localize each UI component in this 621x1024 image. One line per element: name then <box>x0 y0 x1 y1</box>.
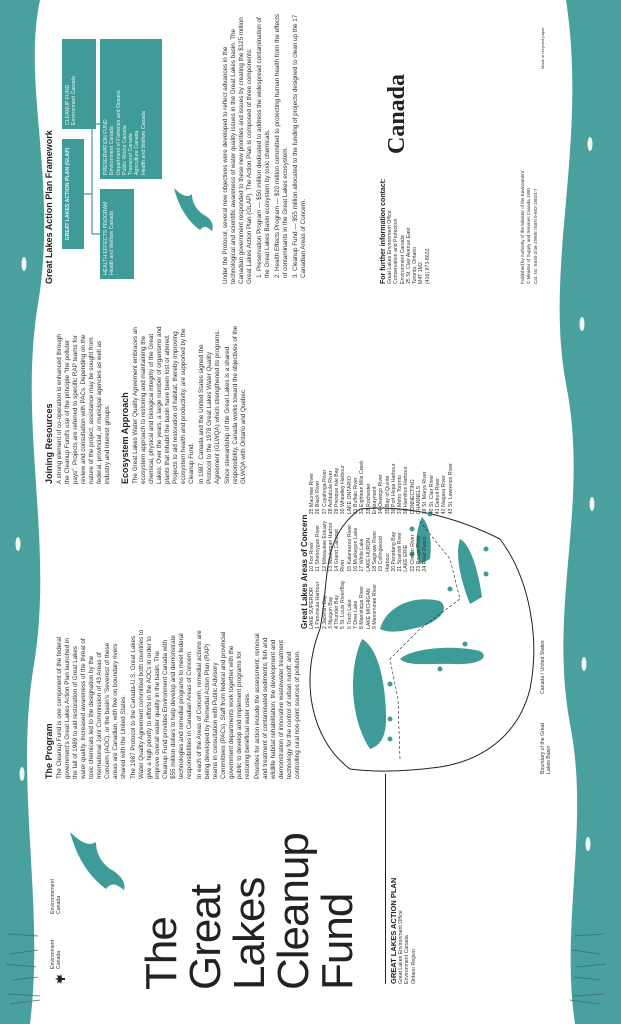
aoc-item: 12 Milwaukee Estuary <box>321 520 328 572</box>
office-line-2: Environment Canada <box>404 935 411 984</box>
health-box: HEALTH EFFECTS PROGRAM Health and Welfare Canada <box>100 189 134 279</box>
title-line-5: Fund <box>313 893 362 990</box>
dept-label-fr: Environnement Canada <box>50 879 63 914</box>
aoc-item: 4 Thunder Bay <box>334 595 341 629</box>
aoc-item: 25 Maumee River <box>309 473 315 515</box>
aoc-item: 23 Rouge River <box>416 535 423 572</box>
aoc-item: 8 Manistique River <box>359 586 366 629</box>
title-line-1: The <box>137 917 186 990</box>
aoc-item: LAKE HURON <box>365 537 372 572</box>
aoc-item: 39 St. Marys River <box>422 471 429 515</box>
framework-connectors <box>84 34 104 284</box>
ecosystem-p1: The Great Lakes Water Quality Agreement embraces an ecosystem approach to restoring and maintaining the chemical, physical and biological integrity of the Great Lakes. Over the years, a large number of organisms and plants that inhabit the basin have been lost or altered. Projects to aid restoration of habitat, thereby improving ecosystem health and productivity, are supported by the Cleanup Fund. <box>132 326 195 484</box>
joining-p1: A strong element of co-operation is enhanced through the Cleanup Fund's use of the principle "the polluter pays". Projects are referred to specific RAP teams for review and consultation with PACs. Depending on the nature of the project, assistance may be sought from federal, provincial, or municipal agencies as well as industry and interest groups. <box>56 334 111 484</box>
ecosystem-p2: In 1987, Canada and the United States signed the Protocol to the 1978 Great Lakes Water Quality Agreement (GLWQA) which strengthened its programs. <box>198 329 221 484</box>
recycled-note: Made in recycled paper <box>540 27 545 69</box>
program-p4: Priorities for action include the assessment, removal and treatment of contaminated sediments; fish and wildlife habitat rehabilitation; the development and demonstration of innovative wastewater treatment technology for the control of urban runoff; and controlling rural non-point sources of pollution. <box>254 633 301 779</box>
aoc-item: 17 White Lake <box>359 538 366 572</box>
aoc-item: 30 Wheatley Harbour <box>340 465 347 515</box>
contact-line: Conservation and Protection <box>393 218 400 284</box>
protocol-item-2: 2. Health Effects Program — $20 million committed to protecting human health from the effects of contaminants in the Great Lakes ecosystem. <box>274 13 289 278</box>
aoc-item: 7 Deer Lake <box>353 600 360 629</box>
aoc-item: 40 St. Clair River <box>428 475 435 515</box>
program-section <box>44 629 304 779</box>
joining-heading: Joining Resources <box>44 403 54 484</box>
aoc-item: 16 Muskegon Lake <box>353 527 360 572</box>
lake-erie <box>458 539 482 604</box>
aoc-col-2 <box>309 520 454 571</box>
aoc-item: 14 Grand Calumet River <box>334 529 347 572</box>
aoc-item: 34 Oswego River <box>378 474 385 515</box>
aoc-item: LAKE ONTARIO <box>346 476 353 515</box>
bird-icon <box>170 164 220 234</box>
aoc-item: 41 Detroit River <box>434 478 441 515</box>
aoc-item: 1 Peninsula Harbour <box>315 581 322 629</box>
aoc-item: 15 Kalamazoo River <box>346 524 353 572</box>
publisher-line: Cat. No. En40-2/46-1990E ISBN 0-662-18024-7 <box>532 188 538 284</box>
aoc-item: 20 Penetang Bay <box>390 531 397 572</box>
aoc-item: 22 Clinton River <box>409 534 416 572</box>
cover-title <box>137 833 362 990</box>
protocol-item-3: 3. Cleanup Fund — $55 million allocated to the funding of projects designed to clean up the 17 Canadian Areas of Concern. <box>292 14 307 278</box>
program-p3: In each of the Areas of Concern, remedial actions are being developed by Remedial Action Plan (RAP) teams in consultation with Public Advisory Committees (PACs). Staff from federal and provincial government departments work together with the public to develop and implement programs for restoring beneficial water uses. <box>196 630 251 779</box>
aoc-item: 6 Torch Lake <box>346 599 353 629</box>
aoc-section <box>300 459 454 629</box>
aoc-item: 21 Spanish River <box>397 532 404 572</box>
aoc-col-1 <box>309 578 454 629</box>
office-line-3: Ontario Region <box>410 949 417 984</box>
bird-icon <box>66 814 136 894</box>
preservation-box: PRESERVATION FUND Environment Canada Department of Fisheries and Oceans Public Works Canada Transport Canada Agriculture Canada Health and Welfare Canada <box>100 39 162 179</box>
publisher-section <box>520 34 539 284</box>
aoc-item: 5 St. Louis River/Bay <box>340 580 347 629</box>
aoc-item: 24 River Raisin <box>422 536 429 572</box>
aoc-item: 36 Port Hope Harbour <box>390 463 397 515</box>
plan-label: GREAT LAKES ACTION PLAN <box>389 877 398 984</box>
basin-label: Boundary of the Great Lakes Basin <box>540 722 553 774</box>
aoc-item: LAKE MICHIGAN <box>365 588 372 629</box>
ecosystem-heading: Ecosystem Approach <box>120 392 130 484</box>
aoc-item: 28 Ashtabula River <box>327 470 334 515</box>
contact-line: Toronto, Ontario <box>412 246 419 284</box>
aoc-item: 10 Fox River <box>309 542 315 572</box>
lake-michigan <box>400 648 484 664</box>
ecosystem-p3: Since stewardship of the Great Lakes is a shared responsibility, Canada works toward the objectives of the GLWQA with Ontario and Quebec. <box>224 325 247 484</box>
dept-label-en: Environment Canada <box>50 939 63 969</box>
aoc-item: 33 Rochester Embayment <box>365 483 378 515</box>
contact-line: 25 St. Clair Avenue East <box>405 227 412 284</box>
aoc-item: 18 Saginaw River <box>371 530 378 572</box>
framework-section <box>44 34 54 284</box>
protocol-section <box>220 14 310 284</box>
contact-section <box>380 164 431 284</box>
cleanup-box: CLEANUP FUND Environment Canada <box>62 39 96 129</box>
publisher-line: © Minister of Supply and Services Canada 1990 <box>526 188 532 284</box>
program-heading: The Program <box>44 723 54 779</box>
aoc-item: 37 Metro Toronto <box>397 475 404 515</box>
contact-line: Great Lakes Environment Office <box>387 210 393 284</box>
aoc-item: 13 Waukegan Harbor <box>327 522 334 572</box>
protocol-p1: Under the Protocol, several new objectives were developed to reflect advances in the technological and scientific awareness of water quality issues in the Great Lakes basin. The Canadian government responded to these new priorities and issues by creating the $125 million Great Lakes Action Plan (GLAP). The Action Plan is composed of three components: <box>222 17 253 284</box>
title-line-4: Cleanup <box>269 833 318 990</box>
title-line-3: Lakes <box>225 877 274 990</box>
joining-section <box>44 324 250 484</box>
title-line-2: Great <box>181 884 230 990</box>
aoc-item: 9 Menominee River <box>371 584 378 629</box>
aoc-heading: Great Lakes Areas of Concern <box>300 514 309 629</box>
framework-heading: Great Lakes Action Plan Framework <box>44 130 54 284</box>
protocol-item-1: 1. Preservation Program — $50 million dedicated to address the widespread contamination of the Great Lakes Basin ecosystem by toxic chemicals. <box>256 17 271 278</box>
aoc-item: 26 Black River <box>315 480 322 515</box>
aoc-item: 31 Buffalo River <box>353 477 360 515</box>
publisher-line: Published by Authority of the Minister of the Environment <box>520 170 525 284</box>
aoc-item: 27 Cuyahoga River <box>321 469 328 515</box>
glap-box: GREAT LAKES ACTION PLAN (GLAP) <box>62 139 84 249</box>
contact-line: M4T 1M2 <box>418 262 425 284</box>
footer-left <box>385 774 417 984</box>
aoc-item: 3 Nipigon Bay <box>327 596 334 629</box>
contact-heading: For further information contact: <box>380 178 387 284</box>
aoc-item: 35 Bay of Quinte <box>384 475 391 515</box>
office-line-1: Great Lakes Environment Office <box>398 910 404 984</box>
border-label: Canada / United States <box>540 640 546 694</box>
aoc-item: 29 Presque Isle Bay <box>334 467 341 515</box>
program-p1: The Cleanup Fund is one component of the federal government's Great Lakes Action Plan launched in the fall of 1989 to aid restoration of Great Lakes water quality. Increased awareness of the threat of toxic chemicals led to the designation by the International Joint Commission of 43 Areas of Concern (AOC), or the basin's 'Severest of these areas are Canadian, with five on boundary rivers shared with the United States. <box>56 636 127 779</box>
contact-line: Environment Canada <box>399 235 406 284</box>
aoc-item: CONNECTING CHANNELS <box>409 479 423 515</box>
aoc-item: 42 Niagara River <box>441 475 448 515</box>
canada-wordmark: Canada <box>384 73 410 154</box>
aoc-item: LAKE SUPERIOR <box>309 587 315 629</box>
contact-line: (416) 973-8632 <box>424 248 431 284</box>
aoc-item: 43 St. Lawrence River <box>447 463 454 515</box>
aoc-item: 11 Sheboygan River <box>315 524 322 572</box>
lake-superior <box>353 639 386 749</box>
program-p2: The 1987 Protocol to the Canada-U.S. Great Lakes Water Quality Agreement committed both countries to give a high priority to efforts in the AOCs in order to improve overall water quality in the basin. The Cleanup Fund provides Environment Canada with $55 million dollars to help develop and demonstrate technologies and remedial programs to meet federal responsibilities in Canadian Areas of Concern. <box>130 629 193 779</box>
aoc-item: LAKE ERIE <box>403 544 410 572</box>
aoc-item: 38 Hamilton Harbour <box>403 466 410 515</box>
aoc-item: 32 Eighteen Mile Creek <box>359 460 366 515</box>
aoc-item: 2 Jackfish Bay <box>321 595 328 629</box>
aoc-col-3 <box>309 459 454 514</box>
aoc-item: 19 Collingwood Harbour <box>378 536 391 572</box>
